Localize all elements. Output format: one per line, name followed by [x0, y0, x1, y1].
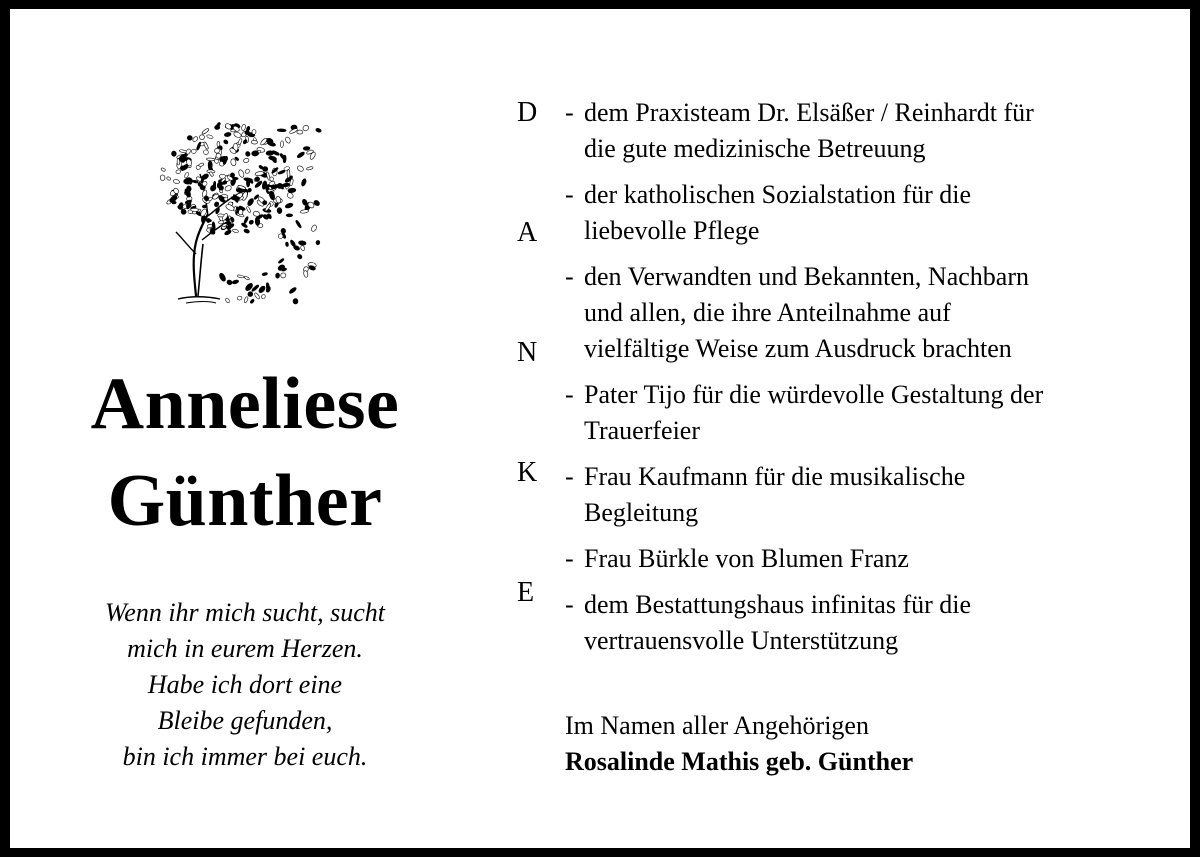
signature-block — [565, 708, 913, 780]
poem-line: bin ich immer bei euch. — [122, 742, 368, 771]
thanks-item — [565, 541, 1185, 577]
dash: - — [565, 262, 574, 291]
thanks-line: die gute medizinische Betreuung — [584, 134, 926, 163]
thanks-item — [565, 95, 1185, 167]
poem-line: Wenn ihr mich sucht, sucht — [105, 598, 385, 627]
thanks-line: Frau Kaufmann für die musikalische — [584, 462, 966, 491]
dash: - — [565, 462, 574, 491]
thanks-item — [565, 587, 1185, 659]
obituary-card — [10, 9, 1190, 848]
thanks-item — [565, 459, 1185, 531]
acrostic-letter-k: K — [517, 457, 538, 488]
memorial-poem — [40, 595, 450, 775]
acrostic-letter-a: A — [517, 217, 538, 248]
thanks-item — [565, 377, 1185, 449]
dash: - — [565, 380, 574, 409]
poem-line: mich in eurem Herzen. — [127, 634, 363, 663]
thanks-line: dem Praxisteam Dr. Elsäßer / Reinhardt für — [584, 98, 1034, 127]
thanks-list — [565, 95, 1185, 669]
thanks-line: den Verwandten und Bekannten, Nachbarn — [584, 262, 1029, 291]
dash: - — [565, 590, 574, 619]
signature-intro: Im Namen aller Angehörigen — [565, 711, 869, 740]
signature-name: Rosalinde Mathis geb. Günther — [565, 747, 914, 776]
thanks-line: vertrauensvolle Unterstützung — [584, 626, 899, 655]
acrostic-letter-e: E — [517, 577, 535, 608]
acrostic-letter-n: N — [517, 337, 538, 368]
acrostic-letter-d: D — [517, 97, 538, 128]
thanks-line: Begleitung — [584, 498, 699, 527]
poem-line: Bleibe gefunden, — [157, 706, 333, 735]
thanks-line: dem Bestattungshaus infinitas für die — [584, 590, 972, 619]
thanks-line: liebevolle Pflege — [584, 216, 760, 245]
tree-icon — [150, 104, 330, 324]
deceased-first-name: Anneliese — [90, 363, 400, 445]
thanks-line: und allen, die ihre Anteilnahme auf — [584, 298, 951, 327]
thanks-item — [565, 177, 1185, 249]
dash: - — [565, 544, 574, 573]
thanks-line: Pater Tijo für die würdevolle Gestaltung der — [584, 380, 1044, 409]
thanks-line: Trauerfeier — [584, 416, 700, 445]
dash: - — [565, 98, 574, 127]
deceased-last-name: Günther — [107, 460, 383, 542]
dash: - — [565, 180, 574, 209]
thanks-line: der katholischen Sozialstation für die — [584, 180, 972, 209]
thanks-item — [565, 259, 1185, 367]
thanks-line: Frau Bürkle von Blumen Franz — [584, 544, 909, 573]
thanks-line: vielfältige Weise zum Ausdruck brachten — [584, 334, 1012, 363]
poem-line: Habe ich dort eine — [147, 670, 343, 699]
